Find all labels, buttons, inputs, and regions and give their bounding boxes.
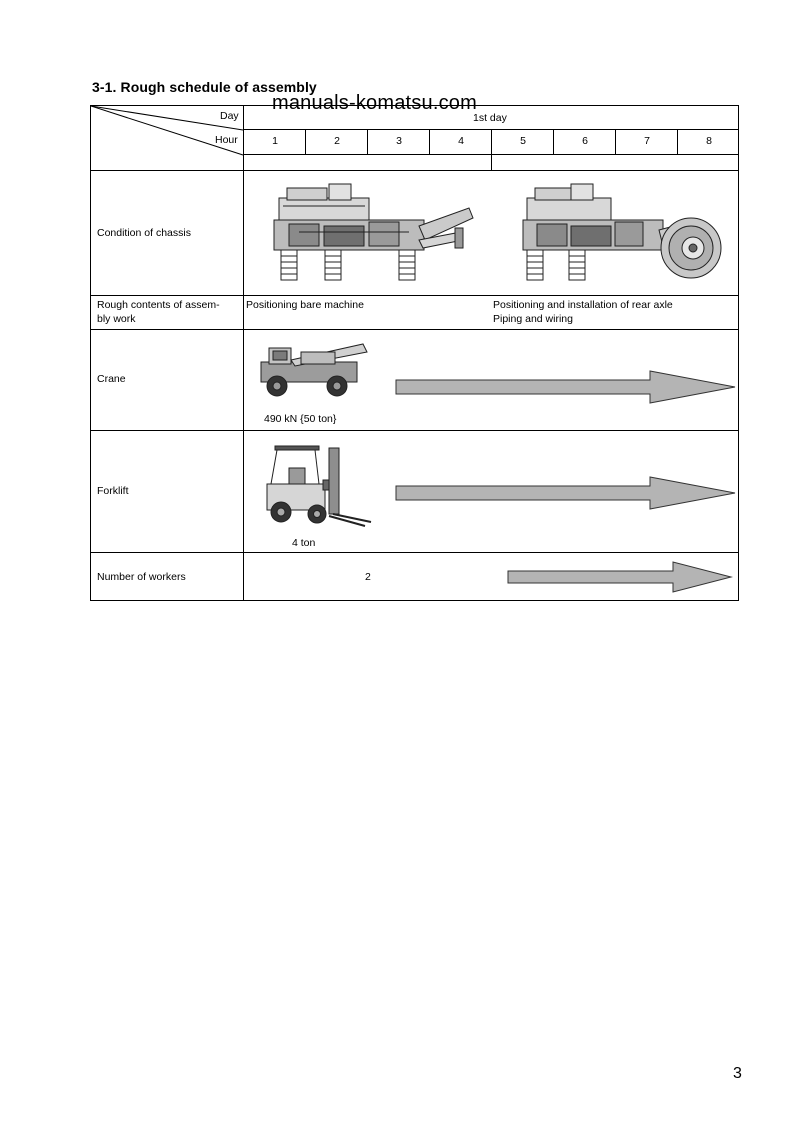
forklift-caption: 4 ton bbox=[292, 537, 316, 549]
hour-2: 2 bbox=[334, 135, 340, 147]
forklift-illustration bbox=[259, 440, 379, 528]
crane-label: Crane bbox=[97, 373, 126, 385]
hour-3: 3 bbox=[396, 135, 402, 147]
section-title: 3-1. Rough schedule of assembly bbox=[92, 79, 317, 95]
workers-value: 2 bbox=[365, 571, 371, 583]
hour-7: 7 bbox=[644, 135, 650, 147]
crane-illustration bbox=[251, 340, 371, 402]
crane-duration-arrow bbox=[395, 370, 737, 404]
hour-6: 6 bbox=[582, 135, 588, 147]
forklift-duration-arrow bbox=[395, 476, 737, 510]
contents-left-text: Positioning bare machine bbox=[246, 299, 364, 311]
workers-duration-arrow bbox=[507, 561, 733, 593]
hour-4: 4 bbox=[458, 135, 464, 147]
workers-label: Number of workers bbox=[97, 571, 186, 583]
crane-caption: 490 kN {50 ton} bbox=[264, 413, 337, 425]
page-number: 3 bbox=[733, 1065, 742, 1082]
contents-right-line2: Piping and wiring bbox=[493, 313, 573, 325]
hour-5: 5 bbox=[520, 135, 526, 147]
hour-8: 8 bbox=[706, 135, 712, 147]
contents-right-line1: Positioning and installation of rear axle bbox=[493, 299, 673, 311]
chassis-label: Condition of chassis bbox=[97, 227, 191, 239]
hour-label: Hour bbox=[215, 134, 238, 146]
contents-label-line1: Rough contents of assem- bbox=[97, 299, 220, 311]
day-value: 1st day bbox=[473, 112, 507, 124]
chassis-with-rear-axle-illustration bbox=[519, 182, 727, 286]
day-label: Day bbox=[220, 110, 239, 122]
forklift-label: Forklift bbox=[97, 485, 129, 497]
chassis-on-stands-illustration bbox=[269, 182, 479, 286]
hour-1: 1 bbox=[272, 135, 278, 147]
assembly-schedule-table bbox=[90, 105, 739, 601]
watermark: manuals-komatsu.com bbox=[272, 92, 477, 114]
contents-label-line2: bly work bbox=[97, 313, 136, 325]
